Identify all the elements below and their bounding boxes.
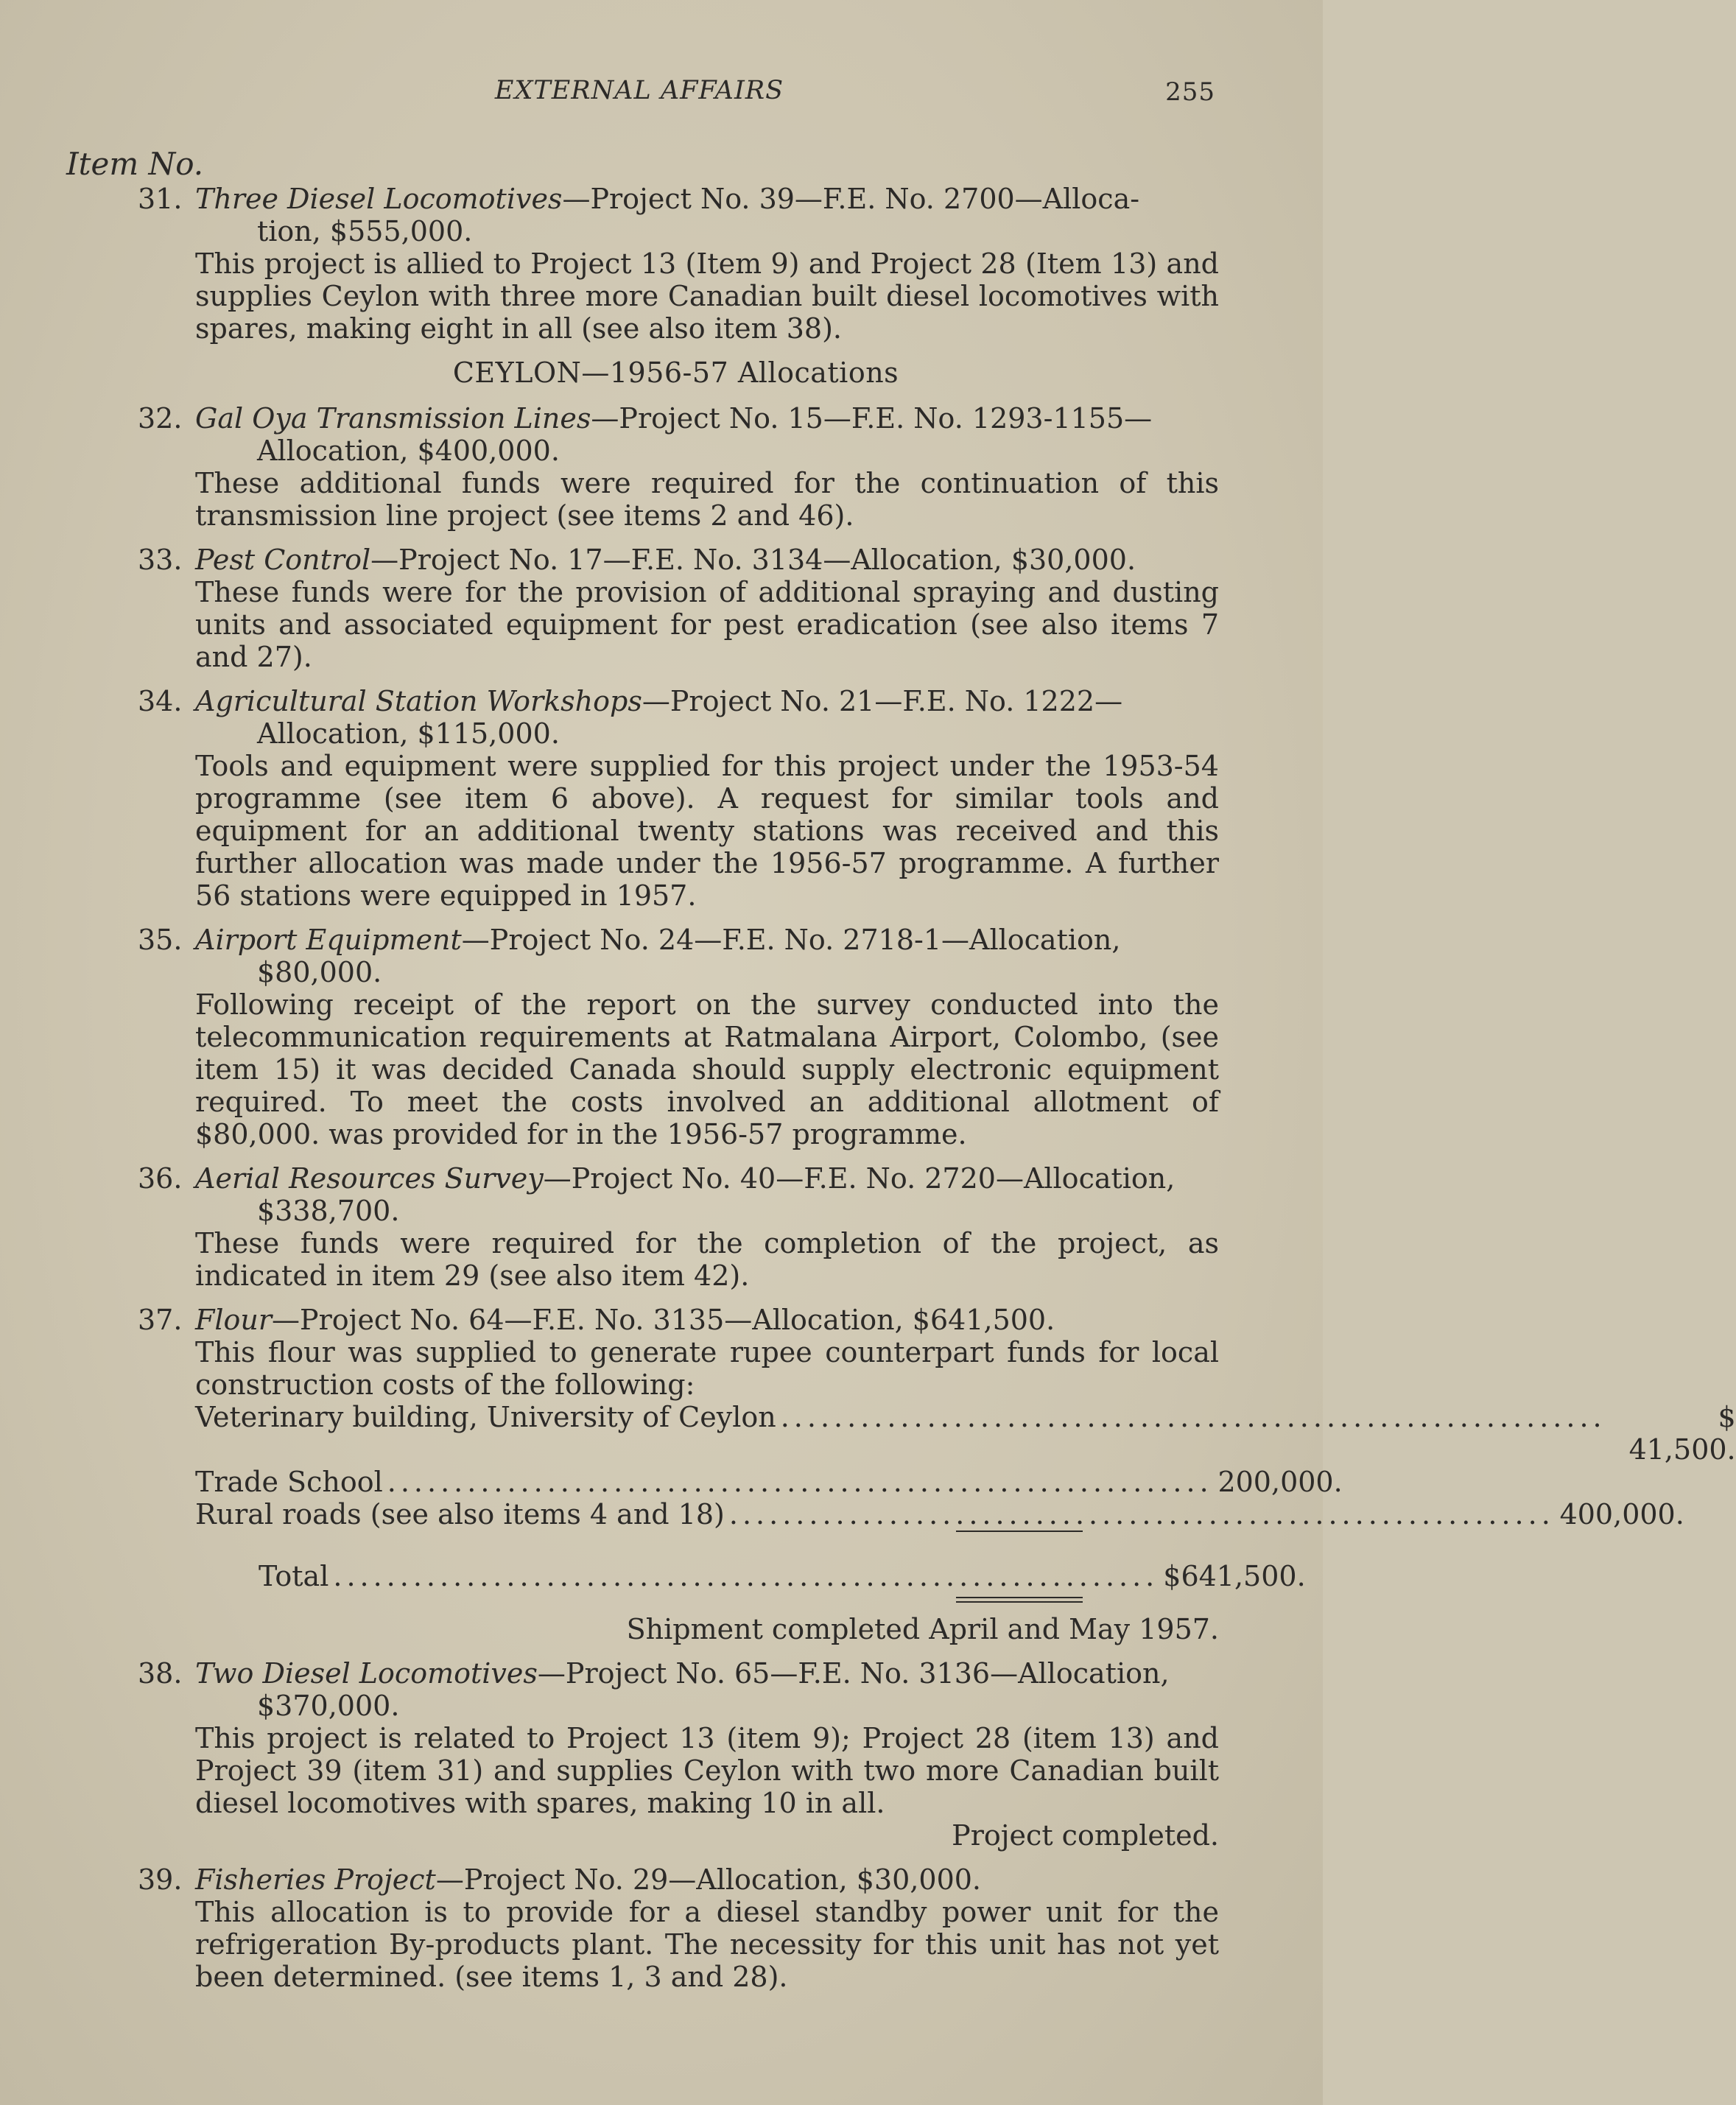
item-heading-text: —Project No. 29—Allocation, $30,000. xyxy=(435,1863,982,1896)
item-description: These additional funds were required for the continuation of this transmission line project (see items 2 and 46). xyxy=(195,467,1219,532)
item-heading xyxy=(195,183,1219,215)
ledger-row xyxy=(195,1466,1343,1498)
item-32 xyxy=(133,402,1219,532)
item-33 xyxy=(133,544,1219,673)
ledger-row xyxy=(195,1401,1736,1466)
subtotal-rule xyxy=(956,1531,1083,1560)
item-36 xyxy=(133,1162,1219,1292)
item-number-label: Item No. xyxy=(66,146,204,182)
ledger-total-amount: $641,500. xyxy=(1163,1560,1306,1592)
item-heading-continuation: $80,000. xyxy=(257,956,382,988)
ledger-total-label: Total xyxy=(259,1560,329,1592)
item-heading-continuation: Allocation, $400,000. xyxy=(257,435,560,467)
item-heading-text: —Project No. 17—F.E. No. 3134—Allocation, $30,000. xyxy=(370,544,1136,576)
total-double-rule xyxy=(956,1597,1083,1603)
item-heading-text: —Project No. 64—F.E. No. 3135—Allocation, $641,500. xyxy=(272,1304,1055,1336)
item-34 xyxy=(133,685,1219,912)
item-heading xyxy=(195,1657,1219,1690)
header-title: EXTERNAL AFFAIRS xyxy=(494,76,784,105)
item-heading-text: —Project No. 24—F.E. No. 2718-1—Allocation, xyxy=(461,924,1121,956)
item-description: This project is allied to Project 13 (Item 9) and Project 28 (Item 13) and supplies Ceylon with three more Canadian built diesel locomotives with spares, making eight in all (see also item 38). xyxy=(195,247,1219,345)
item-39 xyxy=(133,1863,1219,1993)
item-number: 32. xyxy=(138,402,183,435)
item-heading xyxy=(195,1863,1219,1896)
item-number: 36. xyxy=(138,1162,183,1195)
running-header xyxy=(0,76,1323,113)
item-37 xyxy=(133,1304,1736,1645)
leader-dots: .............................................................. xyxy=(387,1466,1213,1498)
item-description: These funds were required for the completion of the project, as indicated in item 29 (see also item 42). xyxy=(195,1227,1219,1292)
ledger-amount: 200,000. xyxy=(1217,1466,1343,1498)
item-title: Aerial Resources Survey xyxy=(195,1162,544,1195)
item-38 xyxy=(133,1657,1219,1852)
item-description: This flour was supplied to generate rupee counterpart funds for local construction costs of the following: xyxy=(195,1336,1219,1401)
ledger-total-row xyxy=(195,1560,1306,1592)
item-heading xyxy=(195,685,1219,717)
leader-dots: .............................................................. xyxy=(780,1401,1606,1433)
item-description: This allocation is to provide for a diesel standby power unit for the refrigeration By-products plant. The necessity for this unit has not yet been determined. (see items 1, 3 and 28). xyxy=(195,1896,1219,1993)
item-heading-text: —Project No. 65—F.E. No. 3136—Allocation, xyxy=(537,1657,1170,1690)
item-heading-continuation: tion, $555,000. xyxy=(257,215,473,247)
ledger-label: Rural roads (see also items 4 and 18) xyxy=(195,1498,725,1531)
leader-dots: .............................................................. xyxy=(728,1498,1555,1531)
item-heading-continuation: Allocation, $115,000. xyxy=(257,717,560,750)
leader-dots: .............................................................. xyxy=(333,1560,1159,1592)
item-description: Following receipt of the report on the survey conducted into the telecommunication requirements at Ratmalana Airport, Colombo, (see item 15) it was decided Canada should supply electronic equipment required. To meet the costs involved an additional allotment of $80,000. was provided for in the 1956-57 programme. xyxy=(195,988,1219,1150)
ledger-amount: $ 41,500. xyxy=(1628,1401,1736,1466)
item-title: Flour xyxy=(195,1304,273,1336)
item-heading-text: —Project No. 21—F.E. No. 1222— xyxy=(642,685,1123,717)
item-title: Two Diesel Locomotives xyxy=(195,1657,538,1690)
item-heading-text: —Project No. 40—F.E. No. 2720—Allocation, xyxy=(543,1162,1176,1195)
item-description: Tools and equipment were supplied for this project under the 1953-54 programme (see item 6 above). A request for similar tools and equipment for an additional twenty stations was received and this further allocation was made under the 1956-57 programme. A further 56 stations were equipped in 1957. xyxy=(195,750,1219,912)
item-number: 33. xyxy=(138,544,183,576)
item-number: 34. xyxy=(138,685,183,717)
item-title: Fisheries Project xyxy=(195,1863,436,1896)
item-heading-text: —Project No. 15—F.E. No. 1293-1155— xyxy=(591,402,1153,435)
item-heading-text: —Project No. 39—F.E. No. 2700—Alloca- xyxy=(562,183,1140,215)
item-heading xyxy=(195,402,1219,435)
item-heading xyxy=(195,924,1219,956)
ledger-label: Trade School xyxy=(195,1466,383,1498)
item-heading xyxy=(195,544,1219,576)
item-31 xyxy=(133,183,1219,345)
item-35 xyxy=(133,924,1219,1150)
page-number: 255 xyxy=(1165,77,1215,107)
allocation-ledger xyxy=(195,1401,1736,1603)
ledger-row xyxy=(195,1498,1684,1531)
item-number: 31. xyxy=(138,183,183,215)
item-title: Airport Equipment xyxy=(195,924,462,956)
item-title: Gal Oya Transmission Lines xyxy=(195,402,591,435)
item-description: This project is related to Project 13 (item 9); Project 28 (item 13) and Project 39 (item 31) and supplies Ceylon with two more Canadian built diesel locomotives with spares, making 10 in all. xyxy=(195,1722,1219,1819)
item-title: Three Diesel Locomotives xyxy=(195,183,563,215)
section-title: CEYLON—1956-57 Allocations xyxy=(452,356,899,389)
item-heading xyxy=(195,1162,1219,1195)
item-number: 38. xyxy=(138,1657,183,1690)
ledger-label: Veterinary building, University of Ceylon xyxy=(195,1401,776,1433)
ledger-amount: 400,000. xyxy=(1559,1498,1684,1531)
item-status-note: Shipment completed April and May 1957. xyxy=(626,1613,1219,1645)
item-title: Pest Control xyxy=(195,544,371,576)
item-description: These funds were for the provision of additional spraying and dusting units and associated equipment for pest eradication (see also items 7 and 27). xyxy=(195,576,1219,673)
body-text xyxy=(133,183,1736,2005)
item-status-note: Project completed. xyxy=(952,1819,1219,1852)
item-heading-continuation: $338,700. xyxy=(257,1195,400,1227)
item-heading-continuation: $370,000. xyxy=(257,1690,400,1722)
item-number: 35. xyxy=(138,924,183,956)
item-title: Agricultural Station Workshops xyxy=(195,685,642,717)
item-number: 37. xyxy=(138,1304,183,1336)
item-number: 39. xyxy=(138,1863,183,1896)
item-heading xyxy=(195,1304,1219,1336)
